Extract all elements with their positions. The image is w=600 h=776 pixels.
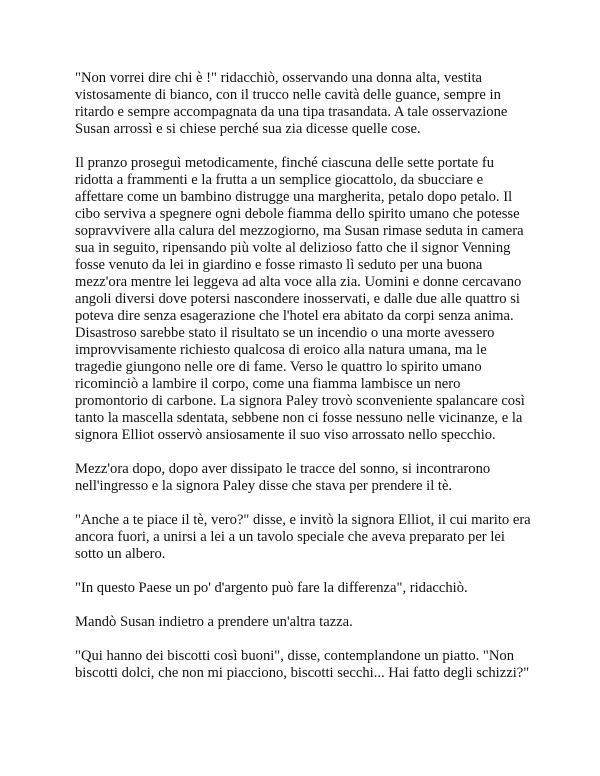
paragraph-7: "Qui hanno dei biscotti così buoni", disse, contemplandone un piatto. "Non biscotti dolci, che non mi piacciono, biscotti secchi... Hai fatto degli schizzi?" xyxy=(75,648,530,681)
paragraph-6: Mandò Susan indietro a prendere un'altra tazza. xyxy=(75,614,353,630)
paragraph-3: Mezz'ora dopo, dopo aver dissipato le tracce del sonno, si incontrarono nell'ingresso e la signora Paley disse che stava per prendere il tè. xyxy=(75,461,491,494)
paragraph-2: Il pranzo proseguì metodicamente, finché ciascuna delle sette portate fu ridotta a frammenti e la frutta a un semplice giocattolo, da sbucciare e affettare come un bambino distrugge una margherita, petalo dopo petalo. Il cibo serviva a spegnere ogni debole fiamma dello spirito umano che potesse sopravvivere alla calura del mezzogiorno, ma Susan rimase seduta in camera sua in seguito, ripensando più volte al delizioso fatto che il signor Venning fosse venuto da lei in giardino e fosse rimasto lì seduto per una buona mezz'ora mentre lei leggeva ad alta voce alla zia. Uomini e donne cercavano angoli diversi dove potersi nascondere inosservati, e dalle due alle quattro si poteva dire senza esagerazione che l'hotel era abitato da corpi senza anima. Disastroso sarebbe stato il risultato se un incendio o una morte avessero improvvisamente richiesto qualcosa di eroico alla natura umana, ma le tragedie giungono nelle ore di fame. Verso le quattro lo spirito umano ricominciò a lambire il corpo, come una fiamma lambisce un nero promontorio di carbone. La signora Paley trovò sconveniente spalancare così tanto la mascella sdentata, sebbene non ci fosse nessuno nelle vicinanze, e la signora Elliot osservò ansiosamente il suo viso arrossato nello specchio. xyxy=(75,155,525,443)
paragraph-5: "In questo Paese un po' d'argento può fare la differenza", ridacchiò. xyxy=(75,580,468,596)
paragraph-4: "Anche a te piace il tè, vero?" disse, e invitò la signora Elliot, il cui marito era ancora fuori, a unirsi a lei a un tavolo speciale che aveva preparato per lei sotto un albero. xyxy=(75,512,531,562)
paragraph-1: "Non vorrei dire chi è !" ridacchiò, osservando una donna alta, vestita vistosamente di bianco, con il trucco nelle cavità delle guance, sempre in ritardo e sempre accompagnata da una tipa trasandata. A tale osservazione Susan arrossì e si chiese perché sua zia dicesse quelle cose. xyxy=(75,70,508,137)
document-page xyxy=(75,70,535,682)
